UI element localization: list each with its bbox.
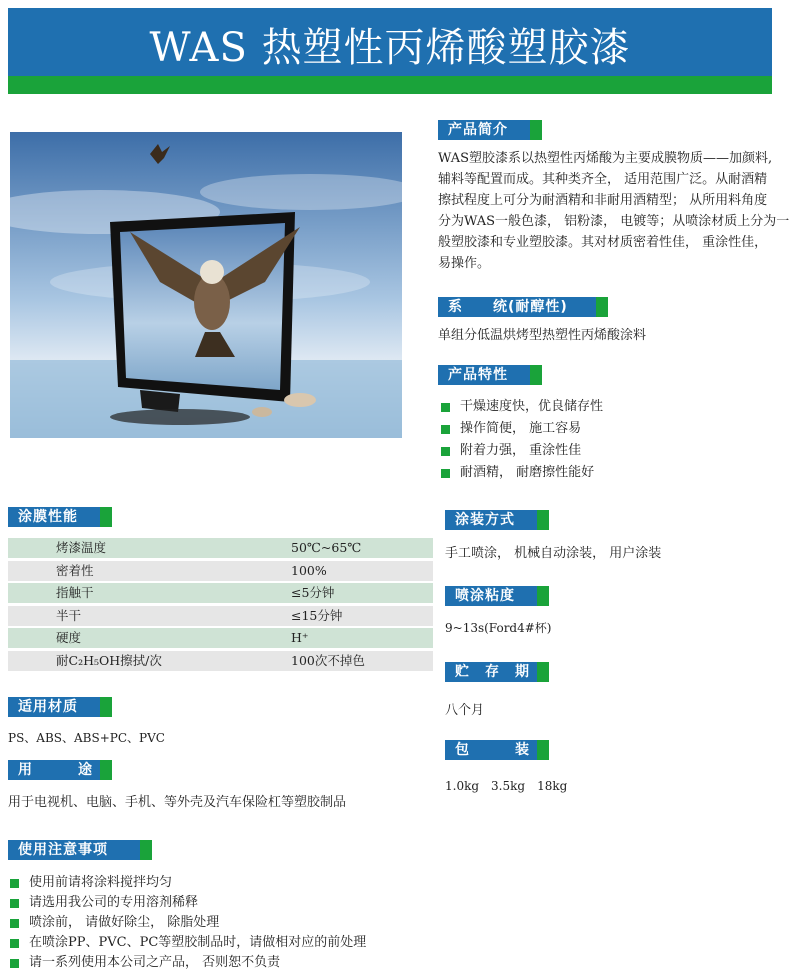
heading-accent (100, 697, 112, 717)
list-item (441, 440, 603, 462)
table-row (8, 538, 433, 558)
section-header-materials (8, 697, 112, 717)
precaution-text: 使用前请将涂料搅拌均匀 (29, 875, 173, 890)
list-item (10, 933, 366, 953)
viscosity-text: 9~13s(Ford4#杯) (445, 621, 552, 635)
table-key: 密着性 (56, 562, 94, 578)
table-key: 指触干 (56, 585, 94, 601)
page-title: WAS 热塑性丙烯酸塑胶漆 (149, 25, 631, 71)
heading-accent (530, 365, 542, 385)
feature-text: 操作简便， 施工容易 (460, 421, 582, 436)
section-header-storage (445, 662, 549, 682)
table-key: 硬度 (56, 630, 82, 646)
precautions-list (10, 873, 366, 973)
feature-text: 干燥速度快，优良储存性 (460, 399, 604, 414)
bullet-square-icon (10, 919, 19, 928)
section-header-viscosity (445, 586, 549, 606)
heading-accent (100, 760, 112, 780)
bullet-square-icon (441, 403, 450, 412)
storage-heading: 贮 存 期 (445, 662, 537, 682)
section-header-usage (8, 760, 112, 780)
precaution-text: 在喷涂PP、PVC、PC等塑胶制品时，请做相对应的前处理 (29, 935, 367, 950)
heading-accent (100, 507, 112, 527)
title-underline-bar (8, 76, 772, 94)
intro-line: 易操作。 (438, 256, 491, 271)
materials-heading: 适用材质 (8, 697, 100, 717)
film-performance-table (8, 538, 433, 674)
intro-heading: 产品简介 (438, 120, 530, 140)
bullet-square-icon (441, 469, 450, 478)
list-item (10, 953, 366, 973)
list-item (441, 462, 603, 484)
viscosity-heading: 喷涂粘度 (445, 586, 537, 606)
section-header-system (438, 297, 608, 317)
heading-accent (530, 120, 542, 140)
feature-text: 附着力强， 重涂性佳 (460, 443, 582, 458)
table-row (8, 651, 433, 671)
table-key: 半干 (56, 607, 82, 623)
intro-line: 辅料等配置而成。其种类齐全， 适用范围广泛。从耐酒精 (438, 172, 768, 187)
heading-accent (596, 297, 608, 317)
system-text: 单组分低温烘烤型热塑性丙烯酸涂料 (438, 328, 647, 343)
intro-paragraph (438, 148, 794, 274)
precaution-text: 请一系列使用本公司之产品， 否则恕不负责 (29, 955, 281, 970)
bullet-square-icon (441, 425, 450, 434)
section-header-intro (438, 120, 542, 140)
table-value: 50℃~65℃ (291, 540, 362, 555)
table-key: 耐C₂H₅OH擦拭/次 (56, 652, 162, 668)
feature-text: 耐酒精， 耐磨擦性能好 (460, 465, 595, 480)
precaution-text: 请选用我公司的专用溶剂稀释 (29, 895, 199, 910)
table-row (8, 583, 433, 603)
section-header-features (438, 365, 542, 385)
intro-line: 般塑胶漆和专业塑胶漆。其对材质密着性佳， 重涂性佳， (438, 235, 768, 250)
heading-accent (537, 510, 549, 530)
heading-accent (140, 840, 152, 860)
table-row (8, 606, 433, 626)
intro-line: 擦拭程度上可分为耐酒精和非耐用酒精型； 从所用料角度 (438, 193, 768, 208)
coating-heading: 涂装方式 (445, 510, 537, 530)
features-list (441, 396, 603, 484)
heading-accent (537, 586, 549, 606)
materials-text: PS、ABS、ABS+PC、PVC (8, 731, 165, 745)
list-item (441, 396, 603, 418)
bullet-square-icon (10, 879, 19, 888)
storage-text: 八个月 (445, 703, 485, 718)
table-value: ≤15分钟 (291, 607, 343, 623)
intro-line: WAS塑胶漆系以热塑性丙烯酸为主要成膜物质——加颜料, (438, 151, 773, 166)
list-item (441, 418, 603, 440)
bullet-square-icon (10, 899, 19, 908)
table-row (8, 628, 433, 648)
table-value: 100% (291, 562, 327, 578)
section-header-film (8, 507, 112, 527)
packaging-text: 1.0kg 3.5kg 18kg (445, 779, 568, 793)
table-value: H⁺ (291, 630, 309, 646)
product-hero-image (10, 132, 402, 438)
eagle-tv-illustration (10, 132, 402, 438)
bullet-square-icon (10, 939, 19, 948)
heading-accent (537, 740, 549, 760)
precautions-heading: 使用注意事项 (8, 840, 140, 860)
film-heading: 涂膜性能 (8, 507, 100, 527)
coating-text: 手工喷涂， 机械自动涂装， 用户涂装 (445, 546, 662, 561)
list-item (10, 873, 366, 893)
features-heading: 产品特性 (438, 365, 530, 385)
list-item (10, 913, 366, 933)
table-value: ≤5分钟 (291, 585, 335, 601)
usage-heading: 用 途 (8, 760, 100, 780)
section-header-precautions (8, 840, 152, 860)
table-value: 100次不掉色 (291, 652, 365, 668)
heading-accent (537, 662, 549, 682)
title-banner (8, 8, 772, 76)
intro-line: 分为WAS一般色漆， 铝粉漆， 电镀等；从喷涂材质上分为一 (438, 214, 790, 229)
bullet-square-icon (10, 959, 19, 968)
packaging-heading: 包 装 (445, 740, 537, 760)
usage-text: 用于电视机、电脑、手机、等外壳及汽车保险杠等塑胶制品 (8, 795, 347, 810)
bullet-square-icon (441, 447, 450, 456)
precaution-text: 喷涂前， 请做好除尘， 除脂处理 (29, 915, 220, 930)
section-header-packaging (445, 740, 549, 760)
section-header-coating (445, 510, 549, 530)
table-row (8, 561, 433, 581)
system-heading: 系 统(耐醇性) (438, 297, 596, 317)
list-item (10, 893, 366, 913)
table-key: 烤漆温度 (56, 540, 107, 555)
